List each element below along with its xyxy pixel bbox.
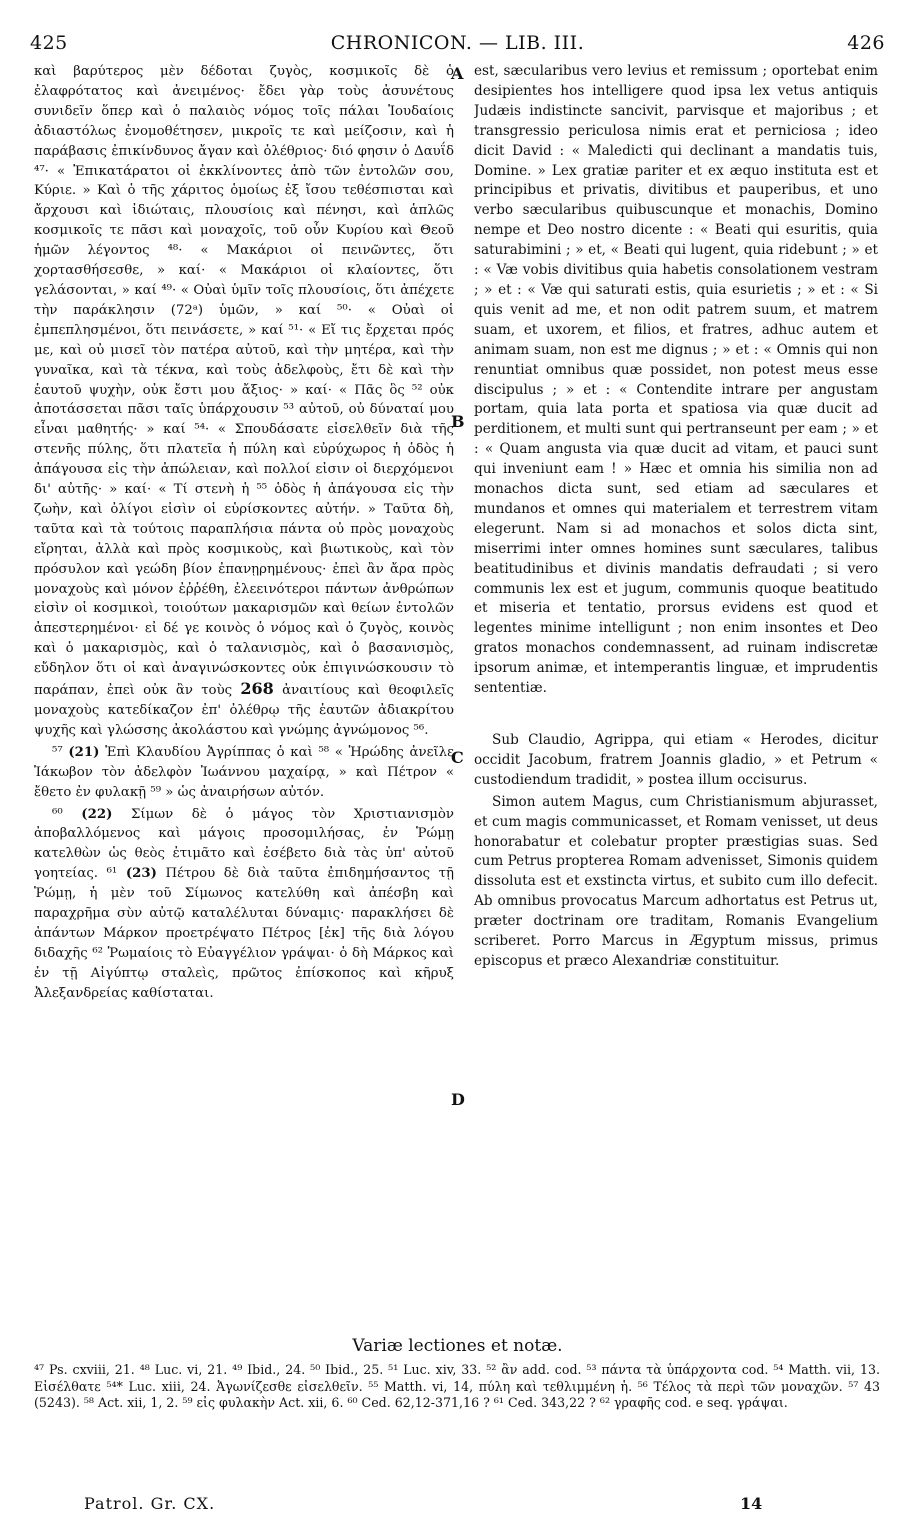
greek-paragraph-3 bbox=[34, 805, 454, 1004]
greek-text-2: Ἐπὶ Κλαυδίου Ἀγρίππας ὁ καὶ ⁵⁸ « Ἡρώδης ἀνεῖλε Ἰάκωβον τὸν ἀδελφὸν Ἰωάννου μαχαίρᾳ, » καὶ Πέτρον « ἔθετο ἐν φυλακῇ ⁵⁹ » ὡς ἀναιρήσων αὐτόν. bbox=[34, 744, 454, 800]
greek-text-3: Σίμων δὲ ὁ μάγος τὸν Χριστιανισμὸν ἀποβαλλόμενος καὶ μάγοις προσομιλήσας, ἐν Ῥώμῃ κατελθὼν ὡς θεὸς ἐτιμᾶτο καὶ ἐσέβετο διὰ τὰς ὑπ' αὐτοῦ γοητείας. ⁶¹ bbox=[34, 806, 454, 882]
notes-heading: Variæ lectiones et notæ. bbox=[352, 1336, 563, 1356]
running-title: CHRONICON. — LIB. III. bbox=[330, 32, 585, 54]
footer-series: Patrol. Gr. CX. bbox=[84, 1494, 216, 1513]
greek-paragraph-2 bbox=[34, 743, 454, 803]
latin-spacer bbox=[474, 701, 878, 731]
greek-note-ref-57: ⁵⁷ bbox=[52, 744, 63, 760]
greek-section-21: (21) bbox=[68, 744, 100, 760]
margin-letter-a: A bbox=[451, 64, 464, 83]
latin-paragraph-3: Simon autem Magus, cum Christianismum abjurasset, et cum magis communicasset, et Romam venisset, ut deus honorabatur et colebatur propter præstigias suas. Sed cum Petrus propterea Romam advenisset, Simonis quidem dissoluta est et exstincta virtus, et subito cum illo defecit. Ab omnibus provocatus Marcum adhortatus est Petrus ut, præter doctrinam ore traditam, Romanis Evangelium scriberet. Porro Marcus in Ægyptum missus, primus episcopus et præco Alexandriæ constituitur. bbox=[474, 793, 878, 969]
page-number-right: 426 bbox=[847, 32, 885, 54]
margin-letter-b: B bbox=[451, 412, 465, 431]
greek-section-23: (23) bbox=[125, 866, 157, 882]
margin-letter-c: C bbox=[451, 748, 464, 767]
greek-column bbox=[34, 62, 454, 1337]
greek-paragraph-1 bbox=[34, 62, 454, 741]
greek-note-ref-60: ⁶⁰ bbox=[52, 806, 63, 822]
margin-letter-d: D bbox=[451, 1090, 465, 1109]
latin-paragraph-1: est, sæcularibus vero levius et remissum ; oportebat enim desipientes hos intelligere quod ipsa lex vetus antiquis Judæis indistincte sancivit, parvisque et majoribus ; et transgressio periculosa nimis erat et perniciosa ; ideo dicit David : « Maledicti qui declinant a mandatis tuis, Domine. » Lex gratiæ pariter et ex æquo instituta est et principibus et privatis, divitibus et pauperibus, et uno verbo sæcularibus quibuscunque et monachis, Domino nempe et Deo nostro dicente : « Beati qui esuritis, quia saturabimini ; » et, « Beati qui lugent, quia ridebunt ; » et : « Væ vobis divitibus quia habetis consolationem vestram ; » et : « Væ qui saturati estis, quia esurietis ; » et : « Si quis venit ad me, et non odit patrem suum, et matrem suam, et uxorem, et filios, et fratres, adhuc autem et animam suam, non est me dignus ; » et : « Omnis qui non renuntiat omnibus quæ possidet, non potest meus esse discipulus ; » et : « Contendite intrare per angustam portam, quia lata porta et spatiosa via quæ ducit ad perditionem, et multi sunt qui pertranseunt per eam ; » et : « Quam angusta via quæ ducit ad vitam, et pauci sunt qui inveniunt eam ! » Hæc et omnia his similia non ad monachos dicta sunt, sed etiam ad sæculares et mundanos et omnes qui materialem et terrestrem vitam elegerunt. Nam si ad monachos et solos dicta sint, miserrimi inter omnes homines sunt sæculares, talibus beatitudinibus et divinis mandatis defraudati ; si vero communis lex est et jugum, communis quoque beatitudo et miseria et tentatio, prorsus evidens est quod et legentes minime intelligunt ; non enim insontes et Deo gratos monachos condemnassent, ad ruinam indiscretæ ipsorum animæ, et intemperantis linguæ, et imprudentis sententiæ. bbox=[474, 63, 878, 697]
footnotes: ⁴⁷ Ps. cxviii, 21. ⁴⁸ Luc. vi, 21. ⁴⁹ Ibid., 24. ⁵⁰ Ibid., 25. ⁵¹ Luc. xiv, 33. ⁵² ἂν add. cod. ⁵³ πάντα τὰ ὑπάρχοντα cod. ⁵⁴ Matth. vii, 13. Εἰσέλθατε ⁵⁴* Luc. xiii, 24. Ἀγωνίζεσθε εἰσελθεῖν. ⁵⁵ Matth. vi, 14, πύλη καὶ τεθλιμμένη ἡ. ⁵⁶ Τέλος τὰ περὶ τῶν μοναχῶν. ⁵⁷ 43 (5243). ⁵⁸ Act. xii, 1, 2. ⁵⁹ εἰς φυλακὴν Act. xii, 6. ⁶⁰ Ced. 62,12-371,16 ? ⁶¹ Ced. 343,22 ? ⁶² γραφῆς cod. e seq. γράψαι. bbox=[34, 1362, 880, 1410]
page-number-left: 425 bbox=[30, 32, 68, 54]
greek-text-1: καὶ βαρύτερος μὲν δέδοται ζυγὸς, κοσμικοῖς δὲ ὁ ἐλαφρότατος καὶ ἀνειμένος· ἔδει γὰρ τοὺς ἀσυνέτους συνιδεῖν ὅπερ καὶ ὁ παλαιὸς νόμος τοῖς πάλαι Ἰουδαίοις ἀδιαστόλως ἐνομοθέτησεν, μικροῖς τε καὶ μείζοσιν, καὶ ἡ παράβασις ἐπικίνδυνος ἄγαν καὶ ὀλέθριος· διό φησιν ὁ Δαυΐδ ⁴⁷· « Ἐπικατάρατοι οἱ ἐκκλίνοντες ἀπὸ τῶν ἐντολῶν σου, Κύριε. » Καὶ ὁ τῆς χάριτος ὁμοίως ἐξ ἴσου τεθέσπισται καὶ ἄρχουσι καὶ ἰδιώταις, πλουσίοις καὶ πένησι, καὶ ἁπλῶς κοσμικοῖς τε πᾶσι καὶ μοναχοῖς, τοῦ οὖν Κυρίου καὶ Θεοῦ ἡμῶν λέγοντος ⁴⁸· « Μακάριοι οἱ πεινῶντες, ὅτι χορτασθήσεσθε, » καί· « Μακάριοι οἱ κλαίοντες, ὅτι γελάσονται, » καί ⁴⁹· « Οὐαὶ ὑμῖν τοῖς πλουσίοις, ὅτι ἀπέχετε τὴν παράκλησιν (72ᵃ) ὑμῶν, » καί ⁵⁰· « Οὐαὶ οἱ ἐμπεπλησμένοι, ὅτι πεινάσετε, » καί ⁵¹· « Εἴ τις ἔρχεται πρός με, καὶ οὐ μισεῖ τὸν πατέρα αὐτοῦ, καὶ τὴν μητέρα, καὶ τὴν γυναῖκα, καὶ τὰ τέκνα, καὶ τοὺς ἀδελφοὺς, ἔτι δὲ καὶ τὴν ἑαυτοῦ ψυχὴν, οὐκ ἔστι μου ἄξιος· » καί· « Πᾶς ὃς ⁵² οὐκ ἀποτάσσεται πᾶσι ταῖς ὑπάρχουσιν ⁵³ αὐτοῦ, οὐ δύναταί μου εἶναι μαθητής· » καί ⁵⁴· « Σπουδάσατε εἰσελθεῖν διὰ τῆς στενῆς πύλης, ὅτι πλατεῖα ἡ πύλη καὶ εὐρύχωρος ἡ ὁδὸς ἡ ἀπάγουσα εἰς τὴν ἀπώλειαν, καὶ πολλοί εἰσιν οἱ διερχόμενοι δι' αὐτῆς· » καί· « Τί στενὴ ἡ ⁵⁵ ὁδὸς ἡ ἀπάγουσα εἰς τὴν ζωὴν, καὶ ὀλίγοι εἰσὶν οἱ εὑρίσκοντες αὐτήν. » Ταῦτα δὴ, ταῦτα καὶ τὰ τούτοις παραπλήσια πάντα οὐ πρὸς μοναχοὺς εἴρηται, ἀλλὰ καὶ πρὸς κοσμικοὺς, καὶ βιωτικοὺς, καὶ τὸν πρόσυλον καὶ γεώδη βίον ἐπανῃρημένους· ἐπεὶ ἂν ἄρα πρὸς μοναχοὺς καὶ μόνον ἐῤῥέθη, ἐλεεινότεροι πάντων ἀνθρώπων εἰσὶν οἱ κοσμικοὶ, τοιούτων μακαρισμῶν καὶ θείων ἐντολῶν ἀπεστερημένοι· εἰ δέ γε κοινὸς ὁ νόμος καὶ ὁ ζυγὸς, κοινὸς καὶ ὁ μακαρισμὸς, καὶ ὁ ταλανισμὸς, καὶ ὁ βασανισμὸς, εὔδηλον ὅτι οἱ καὶ ἀναγινώσκοντες οὐκ ἐπιγινώσκουσιν τὸ παράπαν, ἐπεὶ οὐκ ἂν τοὺς bbox=[34, 64, 454, 699]
latin-paragraph-2: Sub Claudio, Agrippa, qui etiam « Herodes, dicitur occidit Jacobum, fratrem Joannis gladio, » et Petrum « custodiendum tradidit, » postea illum occisurus. bbox=[474, 732, 878, 788]
page-footer bbox=[0, 1494, 915, 1520]
greek-page-marker: 268 bbox=[240, 679, 274, 699]
latin-column bbox=[474, 62, 878, 1337]
greek-section-22: (22) bbox=[81, 806, 113, 822]
greek-text-3b: Πέτρου δὲ διὰ ταῦτα ἐπιδημήσαντος τῇ Ῥώμῃ, ἡ μὲν τοῦ Σίμωνος κατελύθη καὶ ἀπέσβη καὶ παραχρῆμα σὺν αὐτῷ καταλέλυται δύναμις· παρακλήσει δὲ ἁπάντων Μάρκον προετρέψατο Πέτρος [ἐκ] τῆς διὰ λόγου διδαχῆς ⁶² Ῥωμαίοις τὸ Εὐαγγέλιον γράψαι· ὁ δὴ Μάρκος καὶ ἐν τῇ Αἰγύπτῳ σταλεὶς, πρῶτος ἐπίσκοπος καὶ κῆρυξ Ἀλεξανδρείας καθίσταται. bbox=[34, 866, 454, 1001]
footer-signature: 14 bbox=[740, 1494, 763, 1513]
greek-text-1-end: ἀναιτίους καὶ θεοφιλεῖς μοναχοὺς κατεδίκαζον ἐπ' ὀλέθρῳ τῆς ἑαυτῶν ἀδιακρίτου ψυχῆς καὶ γλώσσης ἀκολάστου καὶ γνώμης ἀγνώμονος ⁵⁶. bbox=[34, 683, 454, 738]
running-header bbox=[30, 28, 885, 58]
